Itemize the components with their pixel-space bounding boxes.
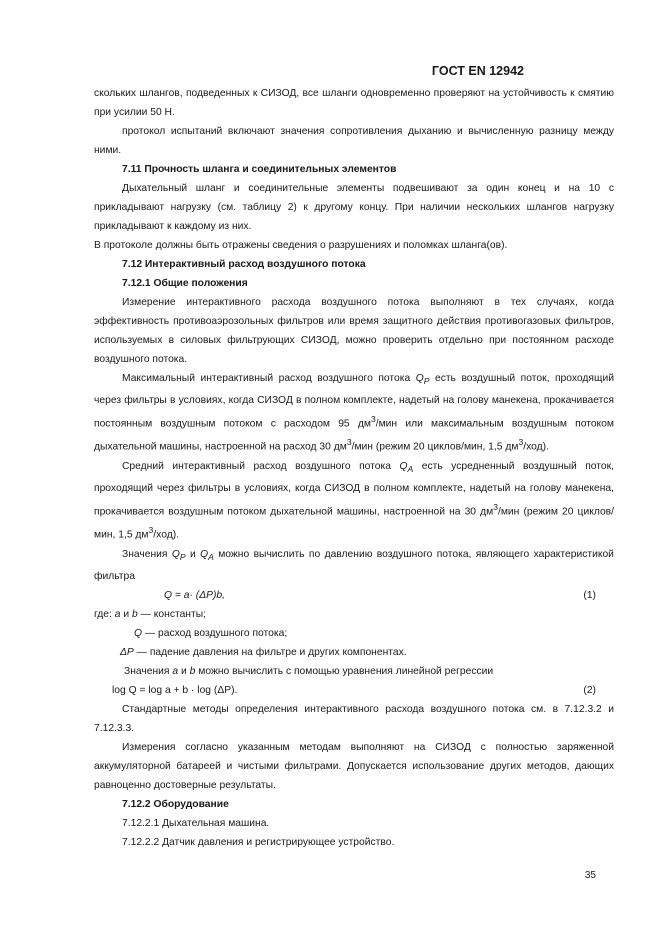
- definition-delta-p: ΔP — падение давления на фильтре и других компонентах.: [120, 646, 407, 658]
- page-content: [94, 84, 614, 852]
- definition-q: Q — расход воздушного потока;: [134, 627, 288, 639]
- formula-constants: где: a и b — константы;: [94, 608, 206, 620]
- paragraph-values-calc: Значения $Q_P$ и $Q_A$ можно вычислить по давлению воздушного потока, являющего характеристикой фильтра: [94, 548, 614, 582]
- paragraph-max-flow: Максимальный интерактивный расход воздушного потока $Q_P$ есть воздушный поток, проходящий через фильтры в условиях, когда СИЗОД в полном комплекте, надетый на голову манекена, прокачивается постоянным воздушным потоком с расходом 95 $дм^3$/мин или максимальным воздушным потоком дыхательной машины, настроенной на расход 30 $дм^3$/мин (режим 20 циклов/мин, 1,5 $дм^3/ход$).: [94, 373, 614, 453]
- paragraph-avg-flow: Средний интерактивный расход воздушного потока $Q_A$ есть усредненный воздушный поток, проходящий через фильтры в условиях, когда СИЗОД в полном комплекте, надетый на голову манекена, прокачивается воздушным потоком дыхательной машины, настроенной на 30 $дм^3$/мин (режим 20 циклов/мин, 1,5 $дм^3/ход$).: [94, 460, 614, 541]
- paragraph-report-damage: В протоколе должны быть отражены сведения о разрушениях и поломках шланга(ов).: [94, 240, 508, 251]
- document-number: ГОСТ EN 12942: [431, 64, 524, 78]
- heading-7-12: 7.12 Интерактивный расход воздушного потока: [122, 259, 366, 270]
- item-pressure-sensor: 7.12.2.2 Датчик давления и регистрирующее устройство.: [122, 836, 395, 848]
- page-number: 35: [584, 870, 596, 881]
- paragraph-standard-methods: Стандартные методы определения интерактивного расхода воздушного потока см. в 7.12.3.2 и 7.12.3.3.: [94, 703, 614, 734]
- heading-7-12-2: 7.12.2 Оборудование: [122, 798, 229, 810]
- paragraph-hose-load: Дыхательный шланг и соединительные элементы подвешивают за один конец и на 10 с прикладывают нагрузку (см. таблицу 2) к другому концу. При наличии нескольких шлангов нагрузку прикладывают к каждому из них.: [94, 183, 614, 232]
- paragraph-regression: Значения a и b можно вычислить с помощью уравнения линейной регрессии: [124, 665, 494, 677]
- paragraph-measurement-general: Измерение интерактивного расхода воздушного потока выполняют в тех случаях, когда эффективность противоаэрозольных фильтров или время защитного действия противогазовых фильтров, используемых в силовых фильтрующих СИЗОД, можно проверить отдельно при постоянном расходе воздушного потока.: [94, 297, 614, 365]
- heading-7-11: 7.11 Прочность шланга и соединительных элементов: [122, 164, 397, 175]
- paragraph-test-report: протокол испытаний включают значения сопротивления дыханию и вычисленную разницу между ними.: [94, 126, 614, 156]
- formula-1: Q = a· (ΔP)b, (1): [164, 589, 596, 601]
- paragraph-measurement-conditions: Измерения согласно указанным методам выполняют на СИЗОД с полностью заряженной аккумуляторной батареей и чистыми фильтрами. Допускается использование других методов, дающих равноценно достоверные результаты.: [94, 741, 614, 791]
- paragraph-hose-collapse: скольких шлангов, подведенных к СИЗОД, все шланги одновременно проверяют на устойчивость к смятию при усилии 50 Н.: [94, 88, 614, 118]
- formula-2: log Q = log a + b · log (ΔP). (2): [112, 684, 596, 696]
- heading-7-12-1: 7.12.1 Общие положения: [122, 278, 248, 289]
- item-breathing-machine: 7.12.2.1 Дыхательная машина.: [122, 817, 270, 829]
